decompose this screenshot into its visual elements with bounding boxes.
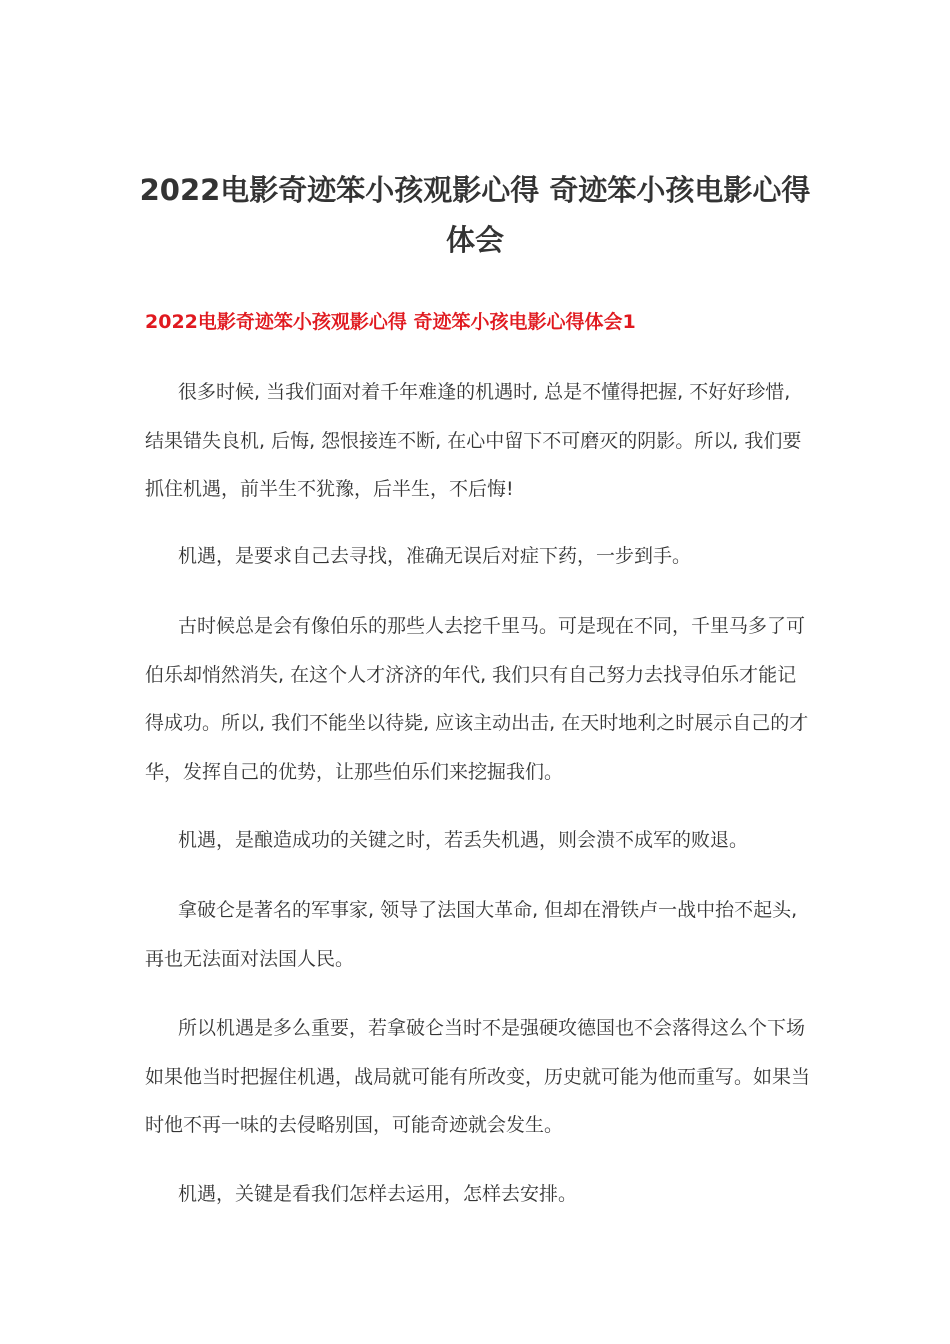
paragraph — [145, 1004, 810, 1150]
paragraph-line: 伯乐却悄然消失, 在这个人才济济的年代, 我们只有自己努力去找寻伯乐才能记 — [145, 663, 797, 686]
paragraph-line: 如果他当时把握住机遇，战局就可能有所改变，历史就可能为他而重写。如果当 — [145, 1065, 811, 1088]
paragraph-line: 机遇，关键是看我们怎样去运用，怎样去安排。 — [178, 1183, 578, 1205]
paragraph — [145, 1170, 810, 1219]
paragraph-line: 所以机遇是多么重要，若拿破仑当时不是强硬攻德国也不会落得这么个下场 — [178, 1017, 806, 1039]
paragraph — [145, 816, 810, 865]
paragraph — [145, 886, 810, 983]
paragraph-line: 得成功。所以, 我们不能坐以待毙, 应该主动出击, 在天时地利之时展示自己的才 — [145, 712, 809, 734]
document-title — [120, 165, 830, 265]
paragraph-line: 很多时候, 当我们面对着千年难逢的机遇时, 总是不懂得把握, 不好好珍惜, — [178, 381, 791, 403]
paragraph-line: 再也无法面对法国人民。 — [145, 947, 355, 970]
paragraph-line: 机遇，是酿造成功的关键之时，若丢失机遇，则会溃不成军的败退。 — [178, 829, 749, 851]
title-line: 体会 — [445, 223, 504, 257]
paragraph-line: 时他不再一味的去侵略别国，可能奇迹就会发生。 — [145, 1114, 564, 1136]
paragraph-line: 结果错失良机, 后悔, 怨恨接连不断, 在心中留下不可磨灭的阴影。所以, 我们要 — [145, 429, 802, 452]
paragraph — [145, 602, 810, 796]
paragraph-line: 华，发挥自己的优势，让那些伯乐们来挖掘我们。 — [145, 760, 564, 783]
paragraph — [145, 532, 810, 581]
paragraph-line: 拿破仑是著名的军事家, 领导了法国大革命, 但却在滑铁卢一战中抬不起头, — [178, 899, 798, 921]
paragraph-line: 抓住机遇，前半生不犹豫，后半生，不后悔! — [145, 478, 514, 500]
paragraph — [145, 368, 810, 514]
section-heading: 2022电影奇迹笨小孩观影心得 奇迹笨小孩电影心得体会1 — [145, 311, 636, 333]
paragraph-line: 古时候总是会有像伯乐的那些人去挖千里马。可是现在不同，千里马多了可 — [178, 615, 806, 637]
paragraph-line: 机遇，是要求自己去寻找，准确无误后对症下药，一步到手。 — [178, 545, 692, 567]
title-line: 2022电影奇迹笨小孩观影心得 奇迹笨小孩电影心得 — [139, 173, 811, 207]
